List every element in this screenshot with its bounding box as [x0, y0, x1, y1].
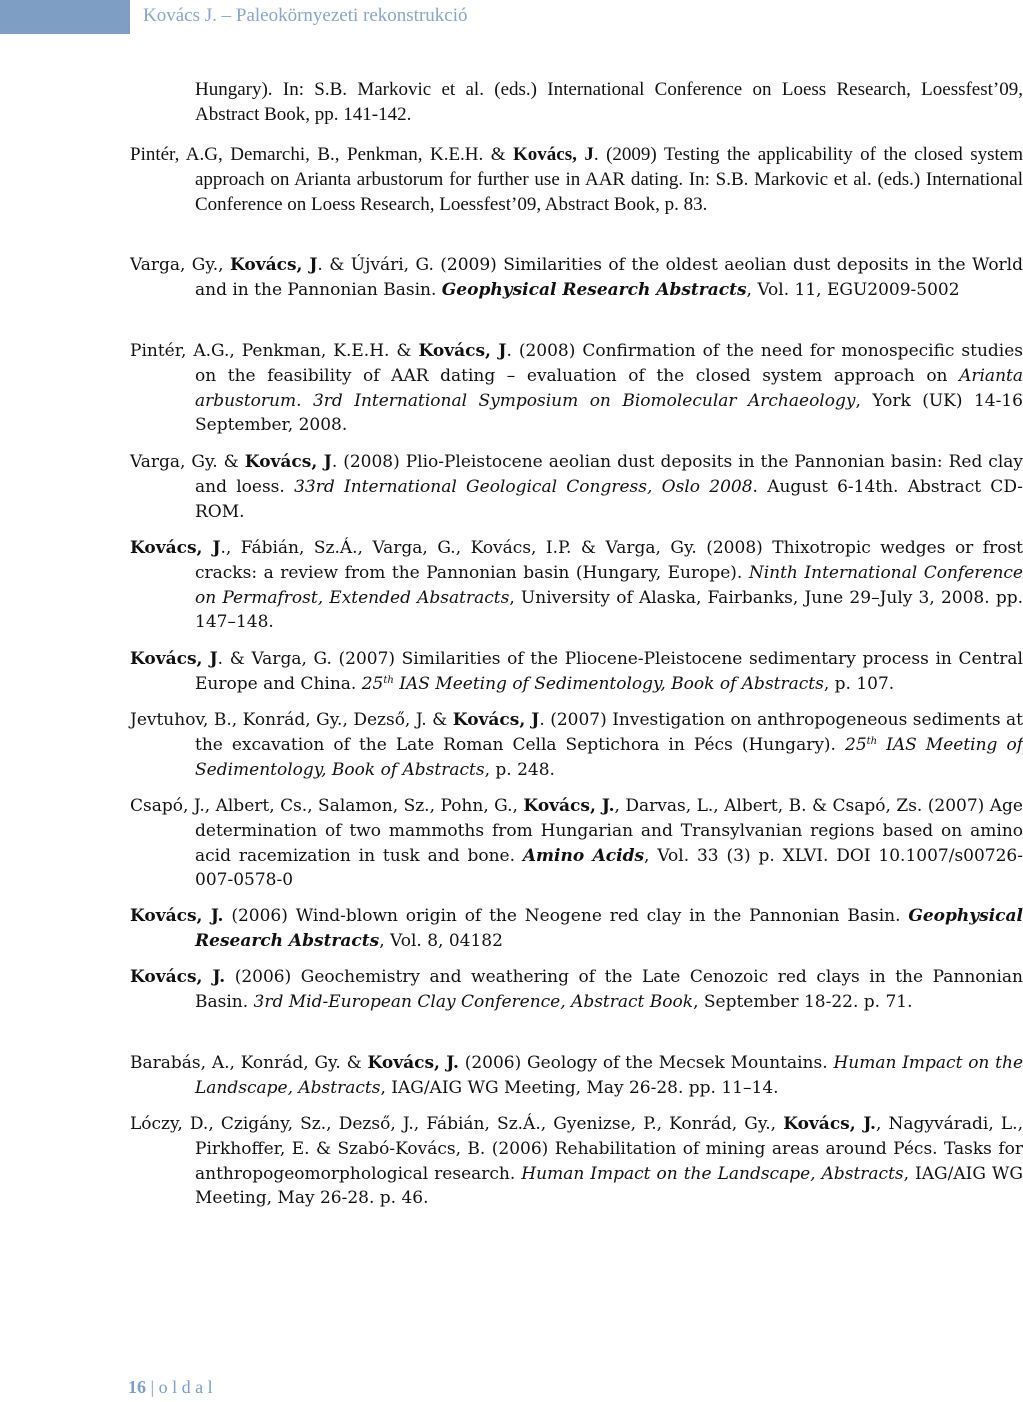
publication-title: 25: [361, 673, 384, 694]
reference-text: , Vol. 8, 04182: [379, 930, 503, 951]
reference-text: ., Fábián, Sz.Á., Varga, G., Kovács, I.P. & Varga, Gy. (2008) Thixotropic wedges or frost cracks: a review from the Pannonian basin (Hungary, Europe).: [195, 538, 1023, 583]
reference-text: , Darvas, L., Albert, B. & Csapó, Zs. (2007) Age determination of two mammoths from Hungarian and Transylvanian regions based on amino acid racemization in tusk and bone.: [195, 796, 1023, 866]
reference-text: . August 6-14th. Abstract CD-ROM.: [195, 476, 1023, 522]
publication-title: Amino Acids: [522, 845, 645, 866]
reference-entry: [130, 1051, 1023, 1101]
reference-text: , p. 248.: [484, 759, 555, 780]
author-highlight: Kovács, J: [229, 255, 318, 275]
reference-text: Lóczy, D., Czigány, Sz., Dezső, J., Fábián, Sz.Á., Gyenizse, P., Konrád, Gy.,: [130, 1114, 784, 1134]
reference-text: , Vol. 11, EGU2009-5002: [746, 279, 960, 300]
reference-entry: [130, 450, 1023, 524]
publication-title: Geophysical Research Abstracts: [195, 906, 1023, 951]
author-highlight: Kovács, J: [130, 649, 218, 669]
author-highlight: Kovács, J: [130, 538, 221, 558]
author-highlight: Kovács, J: [418, 341, 507, 361]
reference-text: . (2008) Plio-Pleistocene aeolian dust deposits in the Pannonian basin: Red clay and loess.: [195, 452, 1023, 497]
reference-text: Barabás, A., Konrád, Gy. &: [130, 1053, 368, 1073]
author-highlight: Kovács, J.: [130, 906, 224, 926]
author-highlight: Kovács, J.: [523, 796, 615, 816]
reference-entry: [130, 78, 1023, 128]
reference-text: . (2008) Confirmation of the need for monospecific studies on the feasibility of AAR dating – evaluation of the closed system approach on: [195, 341, 1023, 386]
publication-title: Geophysical Research Abstracts: [441, 279, 747, 300]
reference-entry: [130, 1112, 1023, 1211]
reference-text: Csapó, J., Albert, Cs., Salamon, Sz., Pohn, G.,: [130, 796, 524, 816]
reference-text: . (2007) Investigation on anthropogeneous sediments at the excavation of the Late Roman Cella Septichora in Pécs (Hungary).: [195, 710, 1023, 755]
publication-title: Human Impact on the Landscape, Abstracts: [195, 1053, 1023, 1098]
publication-title: Ninth International Conference on Permafrost, Extended Absatracts: [195, 562, 1023, 608]
page-number: 16: [128, 1377, 146, 1397]
publication-title: IAS Meeting of Sedimentology, Book of Abstracts: [195, 734, 1023, 780]
publication-title: IAS Meeting of Sedimentology, Book of Abstracts: [393, 673, 824, 694]
reference-entry: [130, 536, 1023, 635]
reference-text: Hungary). In: S.B. Markovic et al. (eds.) International Conference on Loess Research, Loessfest’09, Abstract Book, pp. 141-142.: [195, 79, 1023, 125]
author-highlight: Kovács, J: [513, 144, 594, 165]
reference-text: Varga, Gy. &: [130, 452, 245, 472]
reference-text: . & Varga, G. (2007) Similarities of the Pliocene-Pleistocene sedimentary process in Central Europe and China.: [195, 649, 1023, 694]
reference-text: , September 18-22. p. 71.: [693, 991, 913, 1012]
reference-text: , University of Alaska, Fairbanks, June 29–July 3, 2008. pp. 147–148.: [195, 587, 1023, 633]
publication-title: Arianta arbustorum. 3rd International Symposium on Biomolecular Archaeology: [195, 365, 1023, 411]
reference-text: ) International Conference on Loess Research, Loessfest’09, Abstract Book, p. 83.: [195, 168, 1023, 215]
reference-text: . (2009) Testing the applicability of the closed system approach on Arianta arbustorum for further use in AAR dating. In: S.B. Markovic et al. (eds.: [195, 144, 1023, 190]
reference-entry: [130, 339, 1023, 438]
publication-title: 33rd International Geological Congress, Oslo 2008: [294, 476, 753, 497]
reference-text: Varga, Gy.,: [130, 255, 230, 275]
reference-text: (2006) Geology of the Mecsek Mountains.: [458, 1053, 834, 1073]
reference-text: , IAG/AIG WG Meeting, May 26-28. p. 46.: [195, 1163, 1023, 1209]
reference-entry: [130, 143, 1023, 217]
reference-entry: [130, 904, 1023, 954]
reference-text: , Nagyváradi, L., Pirkhoffer, E. & Szabó-Kovács, B. (2006) Rehabilitation of mining areas around Pécs. Tasks for anthropogeomorphological research.: [195, 1114, 1023, 1184]
reference-text: , p. 107.: [823, 673, 895, 694]
reference-text: (2006) Wind-blown origin of the Neogene red clay in the Pannonian Basin.: [223, 906, 909, 926]
publication-title: 25: [845, 734, 867, 755]
reference-entry: [130, 708, 1023, 782]
ordinal-suffix: th: [866, 735, 878, 747]
publication-title: 3rd Mid-European Clay Conference, Abstract Book: [253, 991, 694, 1012]
author-highlight: Kovács, J.: [367, 1053, 459, 1073]
reference-text: , IAG/AIG WG Meeting, May 26-28. pp. 11–14.: [380, 1077, 779, 1098]
reference-text: Pintér, A.G, Demarchi, B., Penkman, K.E.H. &: [130, 144, 514, 165]
reference-entry: [130, 647, 1023, 697]
reference-text: . & Újvári, G. (2009) Similarities of the oldest aeolian dust deposits in the World and in the Pannonian Basin.: [195, 255, 1023, 300]
ordinal-suffix: th: [383, 674, 394, 686]
author-highlight: Kovács, J: [452, 710, 540, 730]
running-header-title: Kovács J. – Paleokörnyezeti rekonstrukció: [143, 5, 468, 26]
reference-text: , York (UK) 14-16 September, 2008.: [195, 390, 1023, 436]
page-footer: [128, 1377, 213, 1398]
reference-entry: [130, 253, 1023, 303]
publication-title: Human Impact on the Landscape, Abstracts: [521, 1163, 904, 1184]
header-color-bar: [0, 0, 130, 34]
reference-text: Pintér, A.G., Penkman, K.E.H. &: [130, 341, 419, 361]
reference-text: , Vol. 33 (3) p. XLVI. DOI 10.1007/s00726-007-0578-0: [195, 845, 1023, 891]
reference-entry: [130, 965, 1023, 1015]
reference-text: Jevtuhov, B., Konrád, Gy., Dezső, J. &: [130, 710, 453, 730]
author-highlight: Kovács, J.: [783, 1114, 876, 1134]
reference-entry: [130, 794, 1023, 893]
author-highlight: Kovács, J: [244, 452, 332, 472]
reference-text: (2006) Geochemistry and weathering of the Late Cenozoic red clays in the Pannonian Basin.: [195, 967, 1023, 1012]
author-highlight: Kovács, J.: [130, 967, 226, 987]
page-label: | o l d a l: [146, 1377, 213, 1397]
